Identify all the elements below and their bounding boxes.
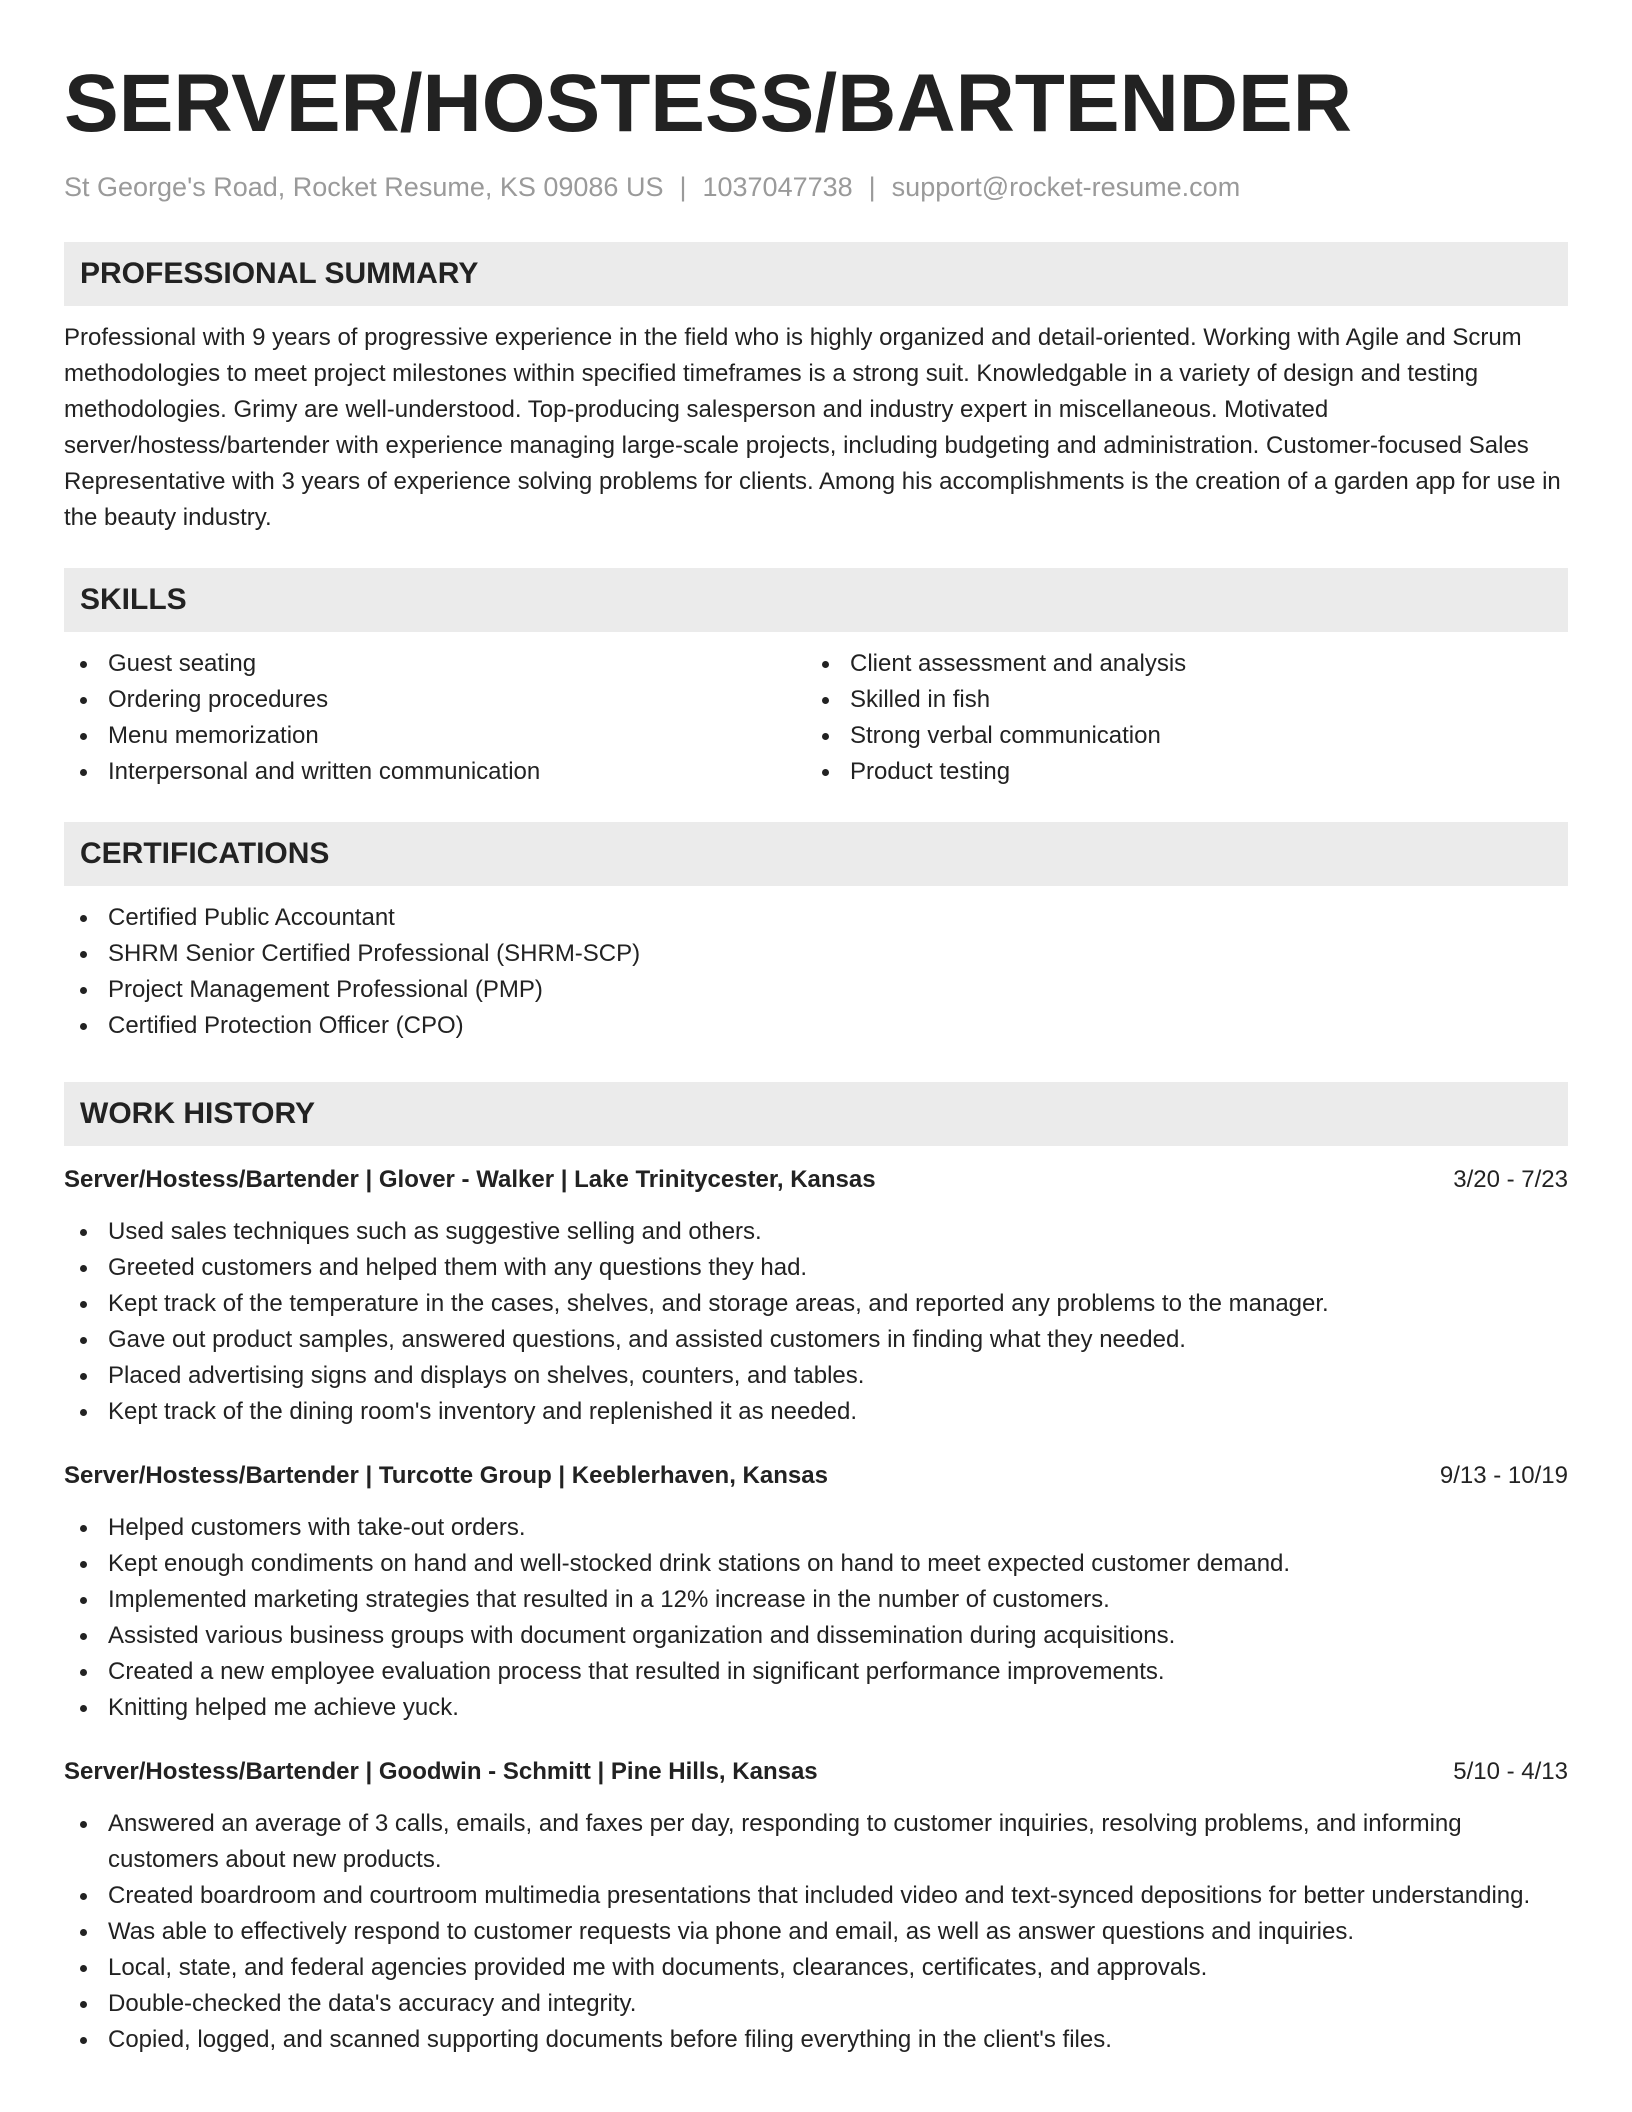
job-title: Server/Hostess/Bartender | Goodwin - Schmitt | Pine Hills, Kansas [64,1758,818,1785]
job-bullet: Local, state, and federal agencies provided me with documents, clearances, certificates, and approvals. [64,1950,1568,1986]
job-bullet: Placed advertising signs and displays on shelves, counters, and tables. [64,1358,1568,1394]
job-bullet: Used sales techniques such as suggestive selling and others. [64,1214,1568,1250]
contact-separator: | [868,172,876,202]
job-bullet: Answered an average of 3 calls, emails, and faxes per day, responding to customer inquiries, resolving problems, and informing customers about new products. [64,1806,1568,1878]
job-bullet: Copied, logged, and scanned supporting documents before filing everything in the client's files. [64,2022,1568,2058]
skill-item: Interpersonal and written communication [64,754,806,790]
skill-item: Guest seating [64,646,806,682]
contact-address: St George's Road, Rocket Resume, KS 09086 US [64,172,664,202]
job-bullet: Was able to effectively respond to customer requests via phone and email, as well as answer questions and inquiries. [64,1914,1568,1950]
job-bullet: Implemented marketing strategies that resulted in a 12% increase in the number of customers. [64,1582,1568,1618]
job-title: Server/Hostess/Bartender | Glover - Walker | Lake Trinitycester, Kansas [64,1166,876,1193]
skill-item: Menu memorization [64,718,806,754]
skill-item: Strong verbal communication [806,718,1548,754]
certification-item: SHRM Senior Certified Professional (SHRM-SCP) [64,936,1568,972]
job-bullets [64,1510,1568,1726]
job-bullet: Created a new employee evaluation process that resulted in significant performance improvements. [64,1654,1568,1690]
skills-grid [64,646,1568,790]
job-bullet: Assisted various business groups with document organization and dissemination during acquisitions. [64,1618,1568,1654]
contact-email: support@rocket-resume.com [891,172,1241,202]
skills-right-list [806,646,1548,790]
job-bullet: Gave out product samples, answered questions, and assisted customers in finding what they needed. [64,1322,1568,1358]
job-dates: 3/20 - 7/23 [1453,1166,1568,1193]
job-header [64,1162,1568,1198]
contact-separator: | [679,172,687,202]
job-bullet: Double-checked the data's accuracy and integrity. [64,1986,1568,2022]
work-history-heading: WORK HISTORY [64,1082,1568,1146]
job-bullets [64,1214,1568,1430]
summary-heading: PROFESSIONAL SUMMARY [64,242,1568,306]
skills-left-list [64,646,806,790]
certifications-heading: CERTIFICATIONS [64,822,1568,886]
certification-item: Certified Public Accountant [64,900,1568,936]
job-dates: 5/10 - 4/13 [1453,1758,1568,1785]
job-entry [64,1162,1568,1430]
job-dates: 9/13 - 10/19 [1439,1462,1568,1489]
skill-item: Product testing [806,754,1548,790]
contact-line [64,170,1568,204]
skills-heading: SKILLS [64,568,1568,632]
certifications-list [64,900,1568,1044]
job-header [64,1458,1568,1494]
skill-item: Ordering procedures [64,682,806,718]
skill-item: Skilled in fish [806,682,1548,718]
job-bullet: Greeted customers and helped them with any questions they had. [64,1250,1568,1286]
resume-name: SERVER/HOSTESS/BARTENDER [64,58,1352,149]
certification-item: Certified Protection Officer (CPO) [64,1008,1568,1044]
job-bullet: Kept enough condiments on hand and well-stocked drink stations on hand to meet expected customer demand. [64,1546,1568,1582]
job-bullet: Knitting helped me achieve yuck. [64,1690,1568,1726]
job-entry [64,1754,1568,2058]
summary-text: Professional with 9 years of progressive experience in the field who is highly organized and detail-oriented. Working with Agile and Scrum methodologies to meet project milestones within specified timeframes is a strong suit. Knowledgable in a variety of design and testing methodologies. Grimy are well-understood. Top-producing salesperson and industry expert in miscellaneous. Motivated server/hostess/bartender with experience managing large-scale projects, including budgeting and administration. Customer-focused Sales Representative with 3 years of experience solving problems for clients. Among his accomplishments is the creation of a garden app for use in the beauty industry. [64,324,1561,531]
job-title: Server/Hostess/Bartender | Turcotte Group | Keeblerhaven, Kansas [64,1462,828,1489]
job-bullet: Kept track of the temperature in the cases, shelves, and storage areas, and reported any problems to the manager. [64,1286,1568,1322]
resume-page [64,56,1568,2058]
job-bullet: Helped customers with take-out orders. [64,1510,1568,1546]
contact-phone: 1037047738 [702,172,853,202]
job-bullets [64,1806,1568,2058]
certification-item: Project Management Professional (PMP) [64,972,1568,1008]
job-bullet: Kept track of the dining room's inventory and replenished it as needed. [64,1394,1568,1430]
job-header [64,1754,1568,1790]
job-bullet: Created boardroom and courtroom multimedia presentations that included video and text-synced depositions for better understanding. [64,1878,1568,1914]
skill-item: Client assessment and analysis [806,646,1548,682]
job-entry [64,1458,1568,1726]
